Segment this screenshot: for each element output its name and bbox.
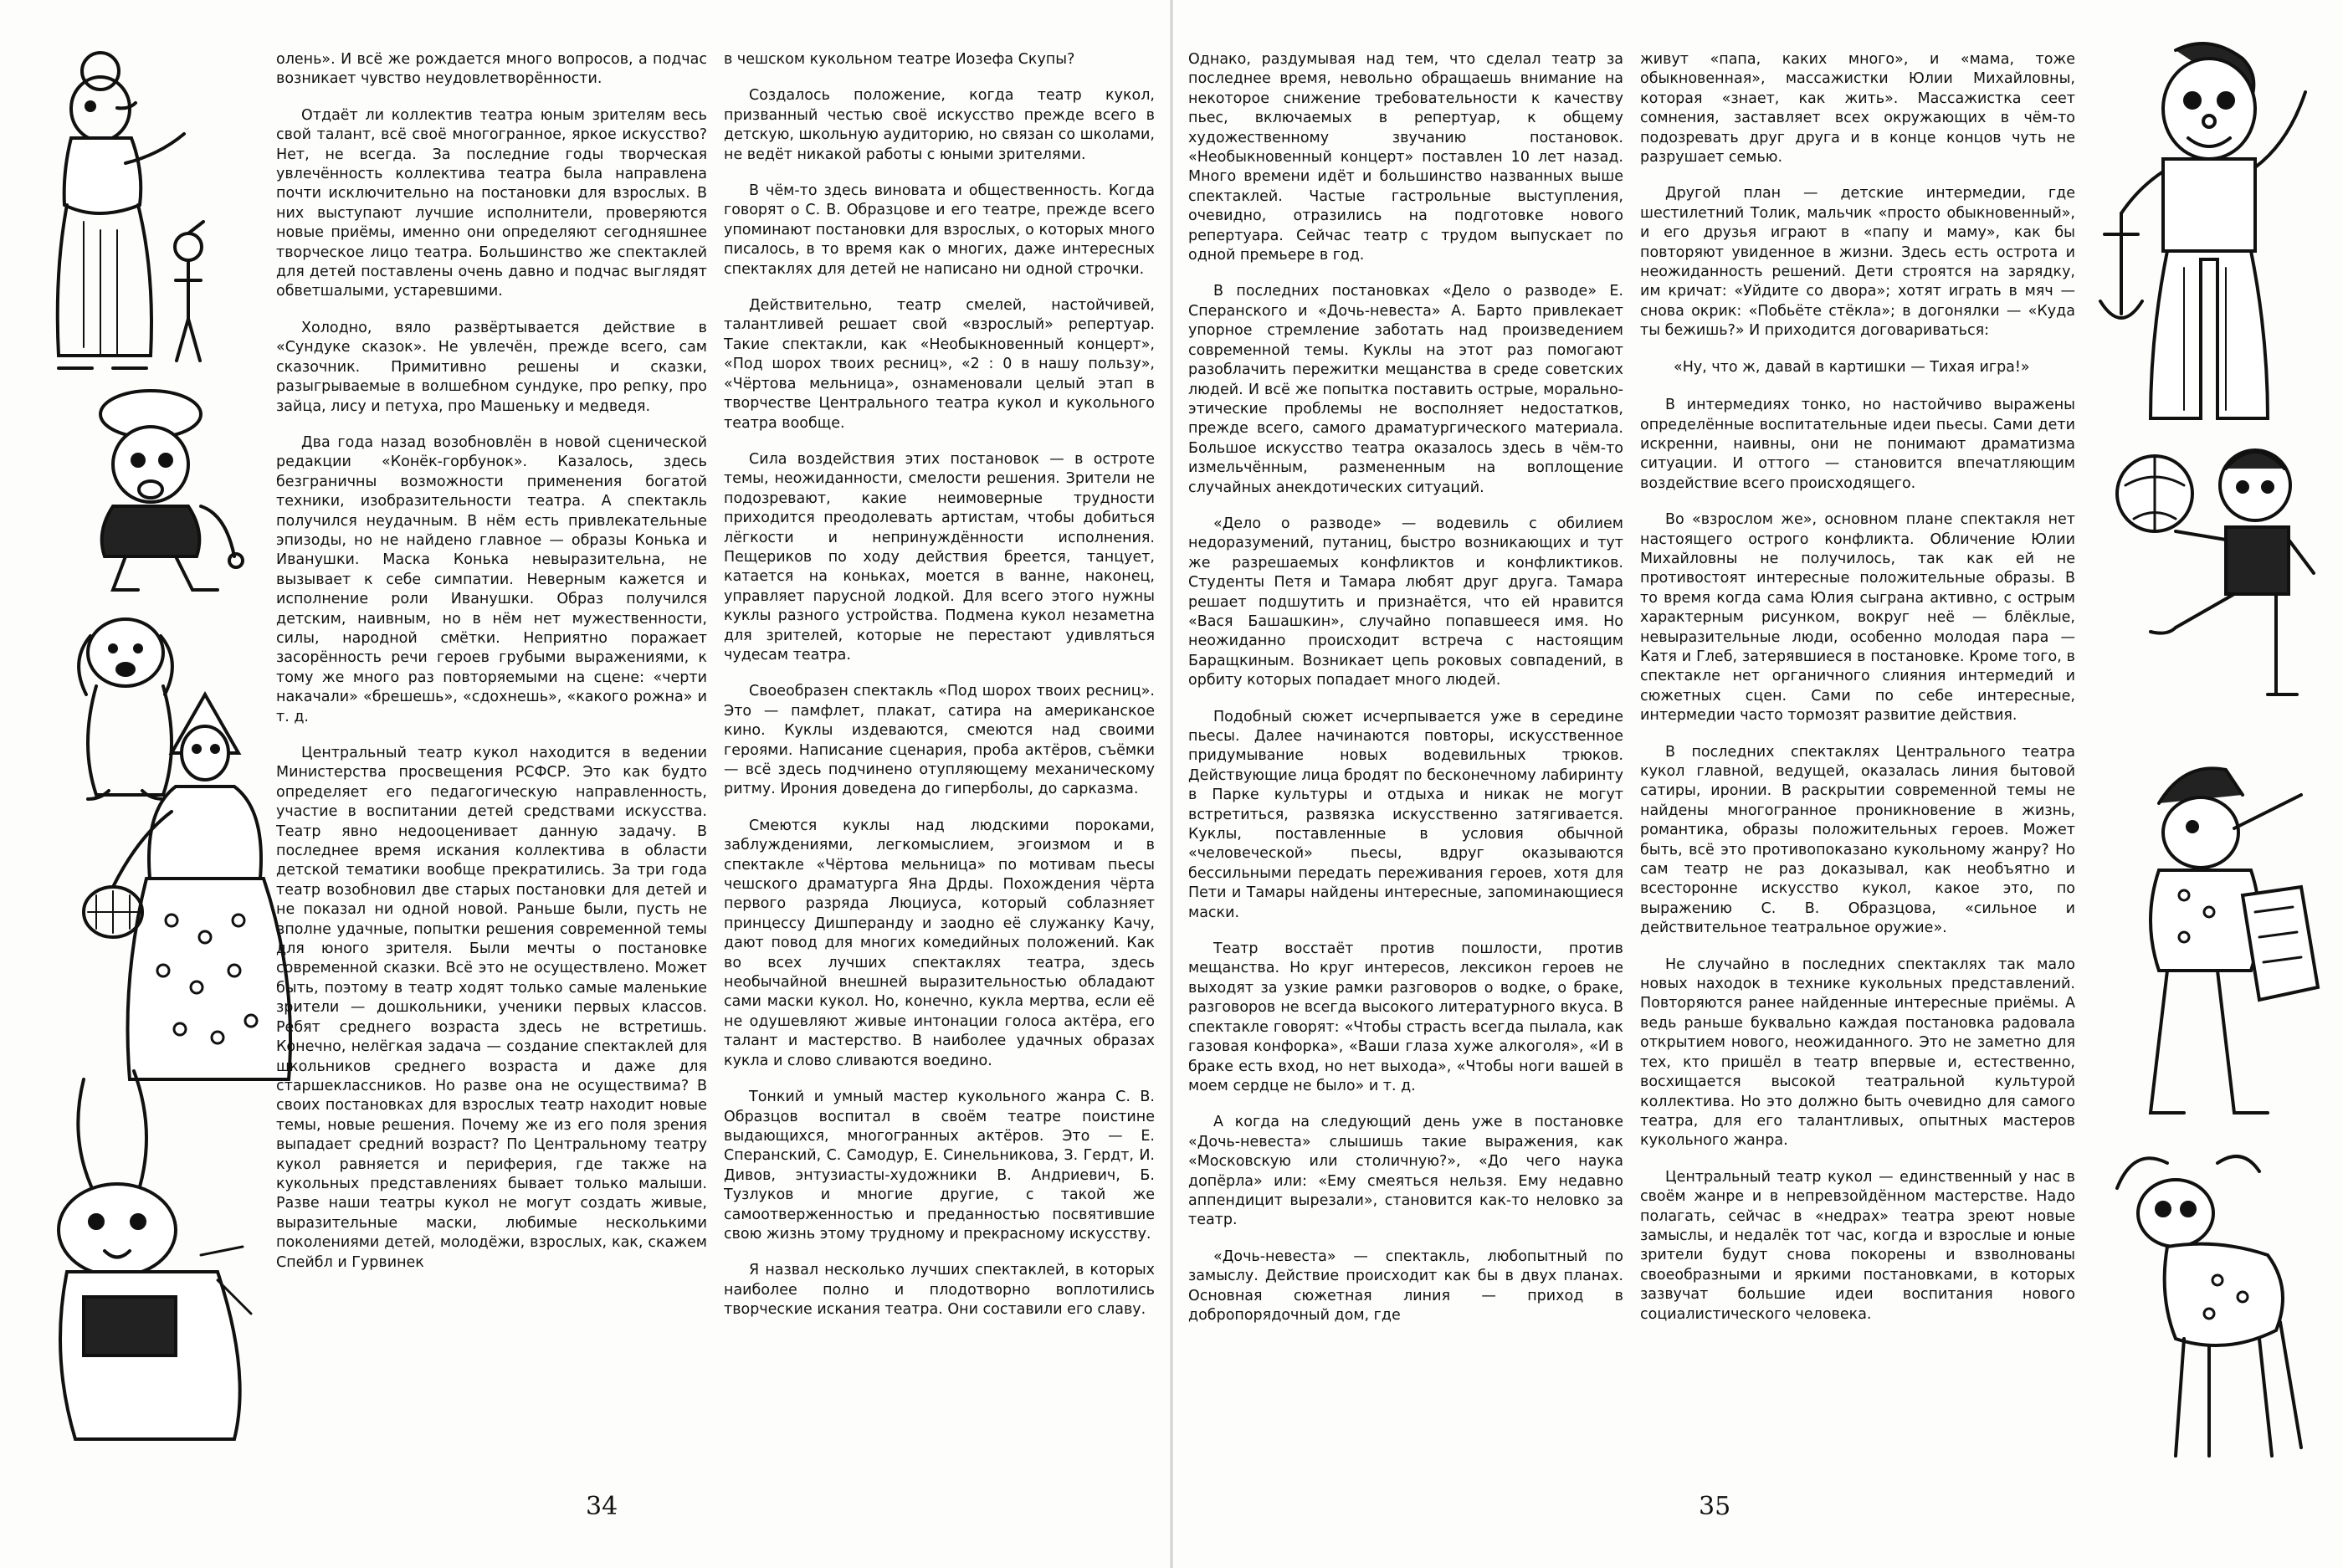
paragraph: А когда на следующий день уже в постановке «Дочь-невеста» слышишь такие выражения, как «Московскую или столичную?», «До чего наука допёрла» или: «Ему смеяться нельзя. Ему недавно аппендицит вырезали», становится как-то неловко за театр. (1188, 1114, 1623, 1229)
paragraph: Однако, раздумывая над тем, что сделал театр за последнее время, невольно обращаешь внимание на некоторое снижение требовательности к качеству пьес, включаемых в репертуар, к общему художественному звучанию постановок. «Необыкновенный концерт» поставлен 10 лет назад. Много времени идёт и большинство названных выше спектаклей. Частые гастрольные выступления, очевидно, отразились на подготовке нового репертуара. Сейчас театр с трудом выпускает по одной премьере в год. (1188, 51, 1623, 264)
fawn-icon (2100, 1138, 2326, 1473)
paragraph: Подобный сюжет исчерпывается уже в середине пьесы. Далее начинаются повторы, искусственное придумывание новых водевильных трюков. Действующие лица бродят по бесконечному лабиринту в Парке культуры и отдыха и никак не могут встретиться, развязка искусственно затягивается. Куклы, поставленные в условия обычной «человеческой» пьесы, вдруг оказываются бессильными передать переживания героев, хотя для Пети и Тамары найдены интересные, запоминающиеся маски. (1188, 708, 1623, 921)
paragraph: Я назвал несколько лучших спектаклей, в которых наиболее полно и плодотворно воплотились творческие искания театра. Они составили его славу. (724, 1262, 1155, 1319)
verse-quote: «Ну, что ж, давай в картишки — Тихая игра!» (1674, 358, 2030, 376)
paragraph: «Дочь-невеста» — спектакль, любопытный по замыслу. Действие происходит как бы в двух планах. Основная сюжетная линия — приход в добропорядочный дом, где (1188, 1248, 1623, 1324)
paragraph: Центральный театр кукол находится в ведении Министерства просвещения РСФСР. Это как будто определяет его педагогическую направленность, участие в воспитании детей средствами искусства. Театр явно недооценивает данную задачу. В последнее время искания коллектива в области детской тематики вообще прекратились. За три года театр возобновил две старых постановки для детей и не показал ни одной новой. Раньше были, пусть не вполне удачные, попытки решения современной темы для юного зрителя. Были мечты о постановке современной сказки. Всё это не осуществлено. Может быть, поэтому в театр ходят только самые маленькие зрители — дошкольники, ученики первых классов. Ребят среднего возраста здесь не встретишь. Конечно, нелёгкая задача — создание спектаклей для школьников среднего возраста и даже для старшеклассников. Но разве она не осуществима? В своих постановках для взрослых театр находит новые темы, новые решения. Почему же из его поля зрения выпадает средний возраст? По Центральному театру кукол равняется и периферия, где также на кукольных представлениях бывает только малыши. Разве наши театры кукол не могут создать живые, выразительные маски, любимые несколькими поколениями детей, молодёжи, взрослых, как, скажем Спейбл и Гурвинек (276, 745, 707, 1271)
paragraph: Не случайно в последних спектаклях так мало новых находок в технике кукольных представлений. Повторяются ранее найденные интересные приёмы. А ведь раньше буквально каждая постановка радовала открытием нового, неожиданного. Это не заметно для тех, кто пришёл в театр впервые и, естественно, восхищается высокой театральной культурой коллектива. Но это должно быть очевидно для самого театра, для его талантливых, опытных мастеров кукольного жанра. (1640, 956, 2075, 1150)
paragraph: В последних спектаклях Центрального театра кукол главной, ведущей, оказалась линия бытовой сатиры, иронии. В раскрытии современной темы не найдены многогранное проникновение в жизнь, романтика, образы положительных героев. Может быть, всё это противопоказано кукольному жанру? Но сам театр не раз доказывал, как необъятно и всесторонне искусство кукол, какое это, по выражению С. В. Образцова, «сильное и действительное театральное оружие». (1640, 743, 2075, 937)
paragraph: Сила воздействия этих постановок — в остроте темы, неожиданности, смелости решения. Зрители не подозревают, какие неимоверные трудности приходится преодолевать артистам, чтобы добиться лёгкости и непринуждённости исполнения. Пещериков по ходу действия бреется, танцует, катается на коньках, моется в ванне, наконец, управляет парусной лодкой. Для всего этого нужны куклы разного устройства. Подмена кукол незаметна для зрителей, которые не перестают удивляться чудесам театра. (724, 450, 1155, 664)
paragraph: Действительно, театр смелей, настойчивей, талантливей решает свой «взрослый» репертуар. Такие спектакли, как «Необыкновенный концерт», «Под шорох твоих ресниц», «2 : 0 в нашу пользу», «Чёртова мельница», ознаменовали целый этап в творчестве Центрального театра кукол и кукольного театра вообще. (724, 297, 1155, 432)
page-number-right: 35 (1699, 1492, 1731, 1521)
grandmother-icon (33, 38, 218, 389)
boy-with-ball-icon (2109, 435, 2326, 787)
article-column-4 (1640, 50, 2075, 1489)
paragraph: Холодно, вяло развёртывается действие в «Сундуке сказок». Не увлечён, прежде всего, сам сказочник. Примитивно решены и сказки, разыгрываемые в волшебном сундуке, про репку, про зайца, лису и петуха, про Машеньку и медведя. (276, 319, 707, 415)
paragraph: Другой план — детские интермедии, где шестилетний Толик, мальчик «просто обыкновенный», и его друзья играют в «папу и маму», как бы повторяют увиденное в жизни. Здесь есть острота и неожиданность решений. Дети строятся на зарядку, им кричат: «Уйдите со двора»; хотят играть в мяч — снова окрик: «Побьёте стёкла»; в догонялки — «Куда ты бежишь?» И приходится договариваться: (1640, 185, 2075, 340)
article-column-2 (724, 50, 1155, 1489)
peasant-woman-with-basket-icon (79, 678, 297, 1096)
paragraph: Театр восстаёт против пошлости, против мещанства. Но круг интересов, лексикон героев не выходят за узкие рамки разговоров о водке, о браке, разговоров не всегда высокого литературного вкуса. В спектакле говорят: «Чтобы страсть всегда пылала, как газовая конфорка», «Ваши глаза хуже алкоголя», «И в браке есть вход, но нет выхода», «Чтобы ноги вашей в моем сердце не было» и т. д. (1188, 940, 1623, 1094)
paragraph: В интермедиях тонко, но настойчиво выражены определённые воспитательные идеи пьесы. Сами дети искренни, наивны, они не понимают драматизма ситуации. И оттого — становится впечатляющим воздействие всего происходящего. (1640, 397, 2075, 492)
right-page (1172, 0, 2343, 1568)
paragraph: в чешском кукольном театре Иозефа Скупы? (724, 51, 1075, 68)
paragraph: «Дело о разводе» — водевиль с обилием недоразумений, путаниц, быстро возникающих и тут же разрешаемых конфликтов и конфликтиков. Студенты Петя и Тамара любят друг друга. Тамара решает подшутить и признаётся, что ей нравится «Вася Башашкин», случайно попавшееся имя. Но неожиданно происходит встреча с настоящим Баращкиным. Возникает цепь роковых совпадений, в орбиту которых попадает много людей. (1188, 515, 1623, 689)
boy-with-anchor-icon (2092, 33, 2326, 435)
paragraph: Своеобразен спектакль «Под шорох твоих ресниц». Это — памфлет, плакат, сатира на американское кино. Куклы издеваются, смеются над своими героями. Написание сценария, проба актёров, съёмки — всё здесь подчинено отупляющему механическому ритму. Ирония доведена до гиперболы, до сарказма. (724, 683, 1155, 798)
article-column-3 (1188, 50, 1623, 1489)
paragraph: олень». И всё же рождается много вопросов, а подчас возникает чувство неудовлетворённости. (276, 51, 707, 88)
page-number-left: 34 (586, 1492, 618, 1521)
hare-icon (33, 1063, 268, 1456)
paragraph: Тонкий и умный мастер кукольного жанра С. В. Образцов воспитал в своём театре поистине выдающихся, многогранных актёров. Это — Е. Сперанский, С. Самодур, Е. Синельникова, З. Гердт, И. Дивов, энтузиасты-художники В. Андриевич, Б. Тузлуков и многие другие, с такой же самоотверженностью и преданностью посвятившие свою жизнь этому трудному и прекрасному искусству. (724, 1089, 1155, 1243)
paragraph: В последних постановках «Дело о разводе» Е. Сперанского и «Дочь-невеста» А. Барто привлекает упорное стремление заботать над произведением современной темы. Куклы на этот раз помогают разоблачить пережитки мещанства в среде советских людей. И всё же попытка поставить острые, морально-этические проблемы не восполняет недостатков, прежде всего, самого драматургического материала. Большое искусство театра оказалось здесь в чём-то измельчённым, размененным на воплощение случайных анекдотических ситуаций. (1188, 283, 1623, 496)
paragraph: Отдаёт ли коллектив театра юным зрителям весь свой талант, всё своё многогранное, яркое искусство? Нет, не всегда. За последние годы творческая увлечённость коллектива театра была направлена почти исключительно на постановки для взрослых. В них выступают лучшие исполнители, проверяются новые приёмы, именно они определяют сегодняшнее творческое лицо театра. Большинство же спектаклей для детей поставлены очень давно и подчас выглядят обветшалыми, устаревшими. (276, 106, 707, 300)
paragraph: Два года назад возобновлён в новой сценической редакции «Конёк-горбунок». Казалось, здесь безграничны возможности применения богатой техники, изобразительности театра. А спектакль получился неудачным. В нём есть привлекательные эпизоды, но не найдено главное — образы Конька и Иванушки. Маска Конька невыразительна, не вызывает к себе симпатии. Неверным кажется и исполнение роли Иванушки. Образ получился детским, наивным, но в нём нет мужественности, силы, народной смётки. Неприятно поражает засорённость речи героев грубыми выражениями, к тому же много раз повторяемыми на сцене: «черти накачали» «брешешь», «сдохнешь», «какого рожна» и т. д. (276, 433, 707, 725)
paragraph: В чём-то здесь виновата и общественность. Когда говорят о С. В. Образцове и его театре, прежде всего упоминают постановки для взрослых, о которых много писалось, в то время как о многих, даже интересных спектаклях для детей не написано ни одной строчки. (724, 182, 1155, 278)
pinocchio-with-primer-icon (2109, 753, 2335, 1138)
paragraph: Создалось положение, когда театр кукол, призванный честью своё искусство прежде всего в детскую, школьную аудиторию, но связан со школами, не ведёт никакой работы с юными зрителями. (724, 87, 1155, 163)
cook-boy-icon (67, 381, 259, 615)
paragraph: Смеются куклы над людскими пороками, заблуждениями, легкомыслием, эгоизмом и в спектакле «Чёртова мельница» по мотивам пьесы чешского драматурга Яна Дрды. Похождения чёрта первого разряда Люциуса, который соблазняет принцессу Дишперанду и заодно её служанку Качу, дают повод для многих комедийных положений. Как во всех лучших спектаклях театра, здесь необычайной внешней выразительностью обладают сами маски кукол. Но, конечно, кукла мертва, если её не одушевляют живые интонации голоса актёра, его талант и мастерство. В наиболее удачных образах кукла и слово сливаются воедино. (724, 817, 1155, 1069)
article-column-1 (276, 50, 707, 1489)
paragraph: живут «папа, каких много», и «мама, тоже обыкновенная», массажистки Юлии Михайловны, которая «знает, как жить». Массажистка сеет сомнения, заставляет всех окружающих в чём-то подозревать друг друга и в конце концов чуть не разрушает семью. (1640, 51, 2075, 167)
paragraph: Центральный театр кукол — единственный у нас в своём жанре и в непревзойдённом мастерстве. Надо полагать, сейчас в «недрах» театра зреют новые замыслы, и недалёк тот час, когда и взрослые и юные зрители будут снова покорены и взволнованы своеобразными и яркими постановками, в которых зазвучат большие идеи воспитания нового социалистического человека. (1640, 1168, 2075, 1323)
paragraph: Во «взрослом же», основном плане спектакля нет настоящего острого конфликта. Обличение Юлии Михайловны не получилось, так как ей не противостоят интересные положительные образы. В то время когда сама Юлия сыграна активно, с острым характерным рисунком, вокруг неё — блёклые, невыразительные люди, особенно молодая пара — Катя и Глеб, затерявшиеся в постановке. Кроме того, в спектакле нет органичного слияния интермедий и сюжетных сцен. Сами по себе интересные, интермедии часто тормозят развитие действия. (1640, 511, 2075, 725)
